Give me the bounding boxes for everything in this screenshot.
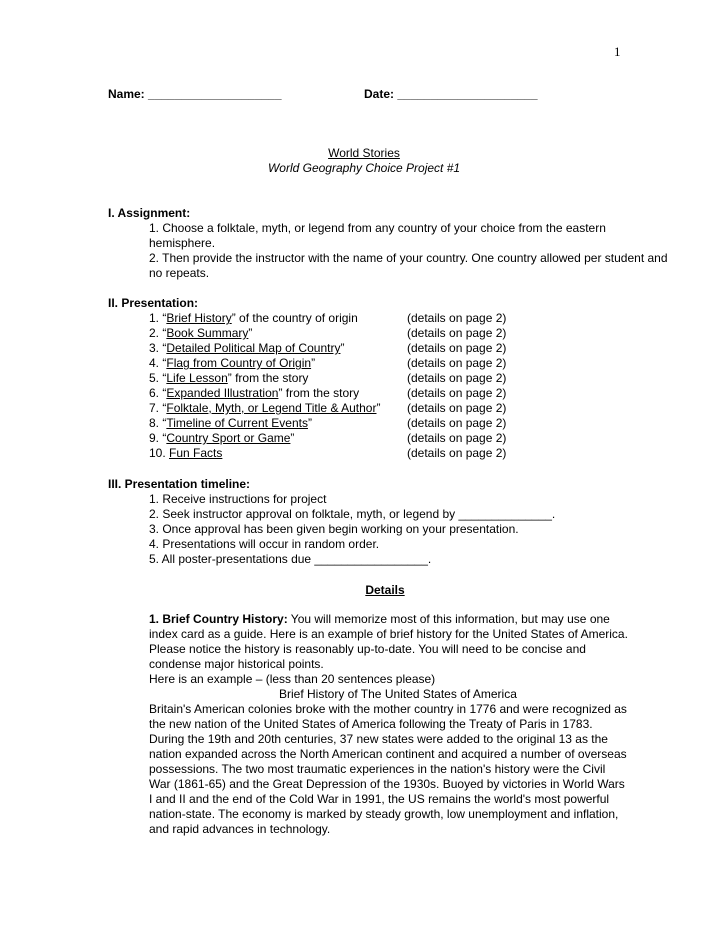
history-label: 1. Brief Country History: — [149, 612, 288, 626]
item-open-quote: “ — [162, 341, 167, 355]
presentation-item — [149, 326, 629, 341]
item-link-text: Fun Facts — [169, 446, 223, 460]
item-open-quote: “ — [162, 371, 167, 385]
item-suffix: ” of the country of origin — [231, 311, 358, 325]
presentation-item — [149, 401, 629, 416]
item-open-quote: “ — [162, 431, 167, 445]
presentation-item — [149, 341, 629, 356]
item-link-text: Life Lesson — [166, 371, 228, 385]
item-detail: (details on page 2) — [407, 371, 507, 385]
item-number: 2. — [149, 326, 160, 340]
assignment-line-1-cont: hemisphere. — [149, 236, 216, 250]
name-blank: ____________________ — [148, 87, 282, 101]
timeline-item: 5. All poster-presentations due _________________. — [149, 552, 432, 566]
item-detail: (details on page 2) — [407, 356, 507, 370]
date-blank: _____________________ — [397, 87, 538, 101]
item-open-quote: “ — [162, 401, 167, 415]
example-text: Britain's American colonies broke with the mother country in 1776 and were recognized as the new nation of the United States of America following the Treaty of Paris in 1783. During the 19th and 20th centuries, 37 new states were added to the original 13 as the nation expanded across the North American continent and acquired a number of overseas possessions. The two most traumatic experiences in the nation's history were the Civil War (1861-65) and the Great Depression of the 1930s. Buoyed by victories in World Wars I and II and the end of the Cold War in 1991, the US remains the world's most powerful nation-state. The economy is marked by steady growth, low unemployment and inflation, and rapid advances in technology. — [149, 702, 627, 836]
item-detail: (details on page 2) — [407, 341, 507, 355]
item-suffix: ” — [340, 341, 345, 355]
item-link-text: Book Summary — [166, 326, 249, 340]
item-detail: (details on page 2) — [407, 401, 507, 415]
item-detail: (details on page 2) — [407, 386, 507, 400]
presentation-item — [149, 431, 629, 446]
item-number: 3. — [149, 341, 160, 355]
item-suffix: ” — [248, 326, 253, 340]
presentation-heading: II. Presentation: — [108, 296, 199, 310]
item-open-quote: “ — [162, 311, 167, 325]
presentation-item — [149, 416, 629, 431]
timeline-heading: III. Presentation timeline: — [108, 477, 251, 491]
item-suffix: ” — [376, 401, 381, 415]
item-number: 4. — [149, 356, 160, 370]
item-open-quote: “ — [162, 386, 167, 400]
item-number: 9. — [149, 431, 160, 445]
item-link-text: Expanded Illustration — [166, 386, 279, 400]
details-heading: Details — [365, 583, 405, 597]
item-number: 8. — [149, 416, 160, 430]
item-number: 6. — [149, 386, 160, 400]
item-number: 7. — [149, 401, 160, 415]
item-suffix: ” — [307, 416, 312, 430]
item-open-quote: “ — [162, 356, 167, 370]
item-detail: (details on page 2) — [407, 416, 507, 430]
item-link-text: Country Sport or Game — [166, 431, 291, 445]
item-link-text: Timeline of Current Events — [166, 416, 308, 430]
timeline-item: 2. Seek instructor approval on folktale, myth, or legend by ______________. — [149, 507, 556, 521]
assignment-line-2: 2. Then provide the instructor with the name of your country. One country allowed per student and — [149, 251, 668, 265]
date-field — [364, 87, 538, 102]
name-field — [108, 87, 282, 102]
assignment-heading: I. Assignment: — [108, 206, 191, 220]
presentation-item — [149, 371, 629, 386]
item-suffix: ” from the story — [278, 386, 360, 400]
item-suffix: ” — [290, 431, 295, 445]
name-label: Name: — [108, 87, 145, 101]
item-number: 10. — [149, 446, 166, 460]
item-suffix: ” from the story — [227, 371, 309, 385]
item-detail: (details on page 2) — [407, 311, 507, 325]
item-detail: (details on page 2) — [407, 326, 507, 340]
item-number: 5. — [149, 371, 160, 385]
item-suffix: ” — [311, 356, 316, 370]
history-paragraph — [149, 612, 629, 672]
item-link-text: Brief History — [166, 311, 232, 325]
example-title: Brief History of The United States of America — [279, 687, 517, 701]
assignment-line-1: 1. Choose a folktale, myth, or legend from any country of your choice from the eastern — [149, 221, 606, 235]
date-label: Date: — [364, 87, 395, 101]
assignment-line-2-cont: no repeats. — [149, 266, 210, 280]
presentation-item — [149, 311, 629, 326]
item-open-quote: “ — [162, 416, 167, 430]
item-number: 1. — [149, 311, 160, 325]
item-detail: (details on page 2) — [407, 446, 507, 460]
item-link-text: Folktale, Myth, or Legend Title & Author — [166, 401, 377, 415]
timeline-item: 3. Once approval has been given begin working on your presentation. — [149, 522, 519, 536]
presentation-item — [149, 356, 629, 371]
history-text: You will memorize most of this information, but may use one index card as a guide. Here is an example of brief history for the United States of America. Please notice the history is reasonably up-to-date. You will need to be concise and condense major historical points. — [149, 612, 628, 671]
presentation-item — [149, 446, 629, 461]
item-link-text: Flag from Country of Origin — [166, 356, 312, 370]
example-intro: Here is an example – (less than 20 sentences please) — [149, 672, 436, 686]
page-number: 1 — [614, 44, 621, 59]
example-block — [149, 672, 629, 837]
item-link-text: Detailed Political Map of Country — [166, 341, 341, 355]
presentation-item — [149, 386, 629, 401]
item-detail: (details on page 2) — [407, 431, 507, 445]
document-subtitle: World Geography Choice Project #1 — [267, 161, 461, 175]
timeline-item: 1. Receive instructions for project — [149, 492, 327, 506]
item-open-quote: “ — [162, 326, 167, 340]
document-title: World Stories — [328, 146, 400, 160]
timeline-item: 4. Presentations will occur in random order. — [149, 537, 380, 551]
